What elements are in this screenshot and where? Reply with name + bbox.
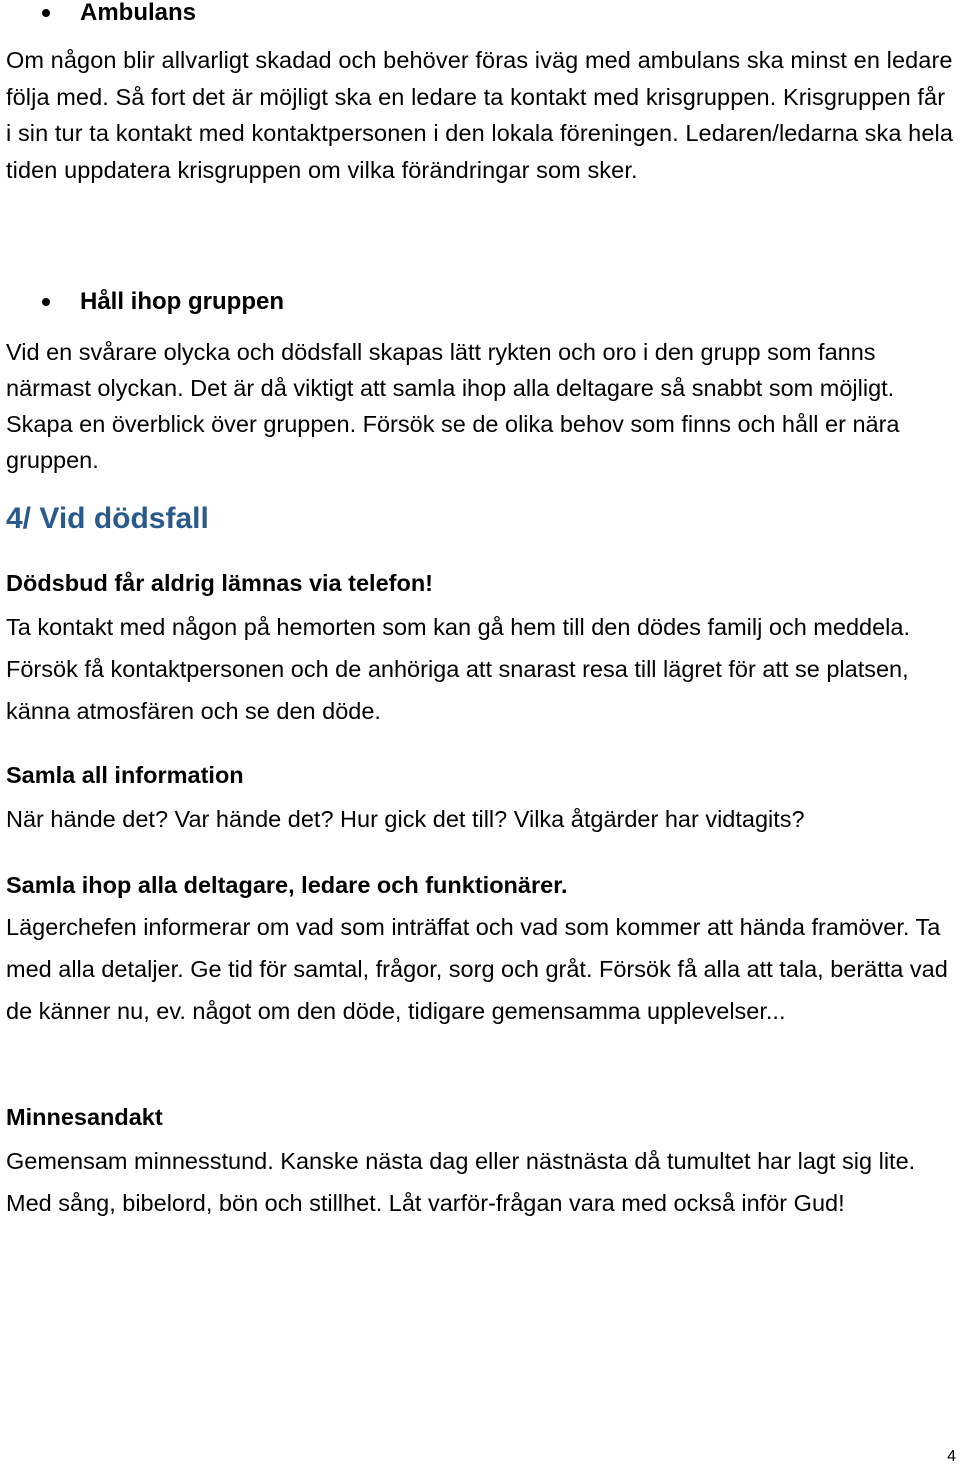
paragraph-minnesandakt: Gemensam minnesstund. Kanske nästa dag eller nästnästa då tumultet har lagt sig lite. Med sång, bibelord, bön och stillhet. Låt varför-frågan vara med också inför Gud! bbox=[6, 1148, 916, 1216]
paragraph-ambulans: Om någon blir allvarligt skadad och behöver föras iväg med ambulans ska minst en ledare följa med. Så fort det är möjligt ska en ledare ta kontakt med krisgruppen. Krisgruppen får i sin tur ta kontakt med kontaktpersonen i den lokala föreningen. Ledaren/ledarna ska hela tiden uppdatera krisgruppen om vilka förändringar som sker. bbox=[6, 47, 953, 183]
subheading-minnesandakt: Minnesandakt bbox=[6, 1104, 163, 1130]
paragraph-dodsfall: Ta kontakt med någon på hemorten som kan gå hem till den dödes familj och meddela. Försök få kontaktpersonen och de anhöriga att snarast resa till lägret för att se platsen, känna atmosfären och se den döde. bbox=[6, 614, 910, 724]
section-title-hall-ihop: Håll ihop gruppen bbox=[80, 288, 284, 315]
paragraph-hall-ihop: Vid en svårare olycka och dödsfall skapas lätt rykten och oro i den grupp som fanns närmast olyckan. Det är då viktigt att samla ihop alla deltagare så snabbt som möjligt. Skapa en överblick över gruppen. Försök se de olika behov som finns och håll er nära gruppen. bbox=[6, 339, 900, 473]
bullet-dot-icon bbox=[42, 298, 50, 306]
section-title-ambulans: Ambulans bbox=[80, 0, 197, 26]
page-number: 4 bbox=[947, 1448, 956, 1465]
paragraph-samla-information: När hände det? Var hände det? Hur gick det till? Vilka åtgärder har vidtagits? bbox=[6, 806, 805, 832]
bullet-dot-icon bbox=[42, 9, 50, 17]
paragraph-samla-ihop: Lägerchefen informerar om vad som inträffat och vad som kommer att hända framöver. Ta med alla detaljer. Ge tid för samtal, frågor, sorg och gråt. Försök få alla att tala, berätta vad de känner nu, ev. något om den döde, tidigare gemensamma upplevelser... bbox=[6, 914, 948, 1024]
heading-vid-dodsfall: 4/ Vid dödsfall bbox=[6, 502, 209, 535]
notice-dodsbud: Dödsbud får aldrig lämnas via telefon! bbox=[6, 570, 433, 596]
subheading-samla-information: Samla all information bbox=[6, 762, 244, 788]
subheading-samla-ihop: Samla ihop alla deltagare, ledare och funktionärer. bbox=[6, 872, 568, 898]
